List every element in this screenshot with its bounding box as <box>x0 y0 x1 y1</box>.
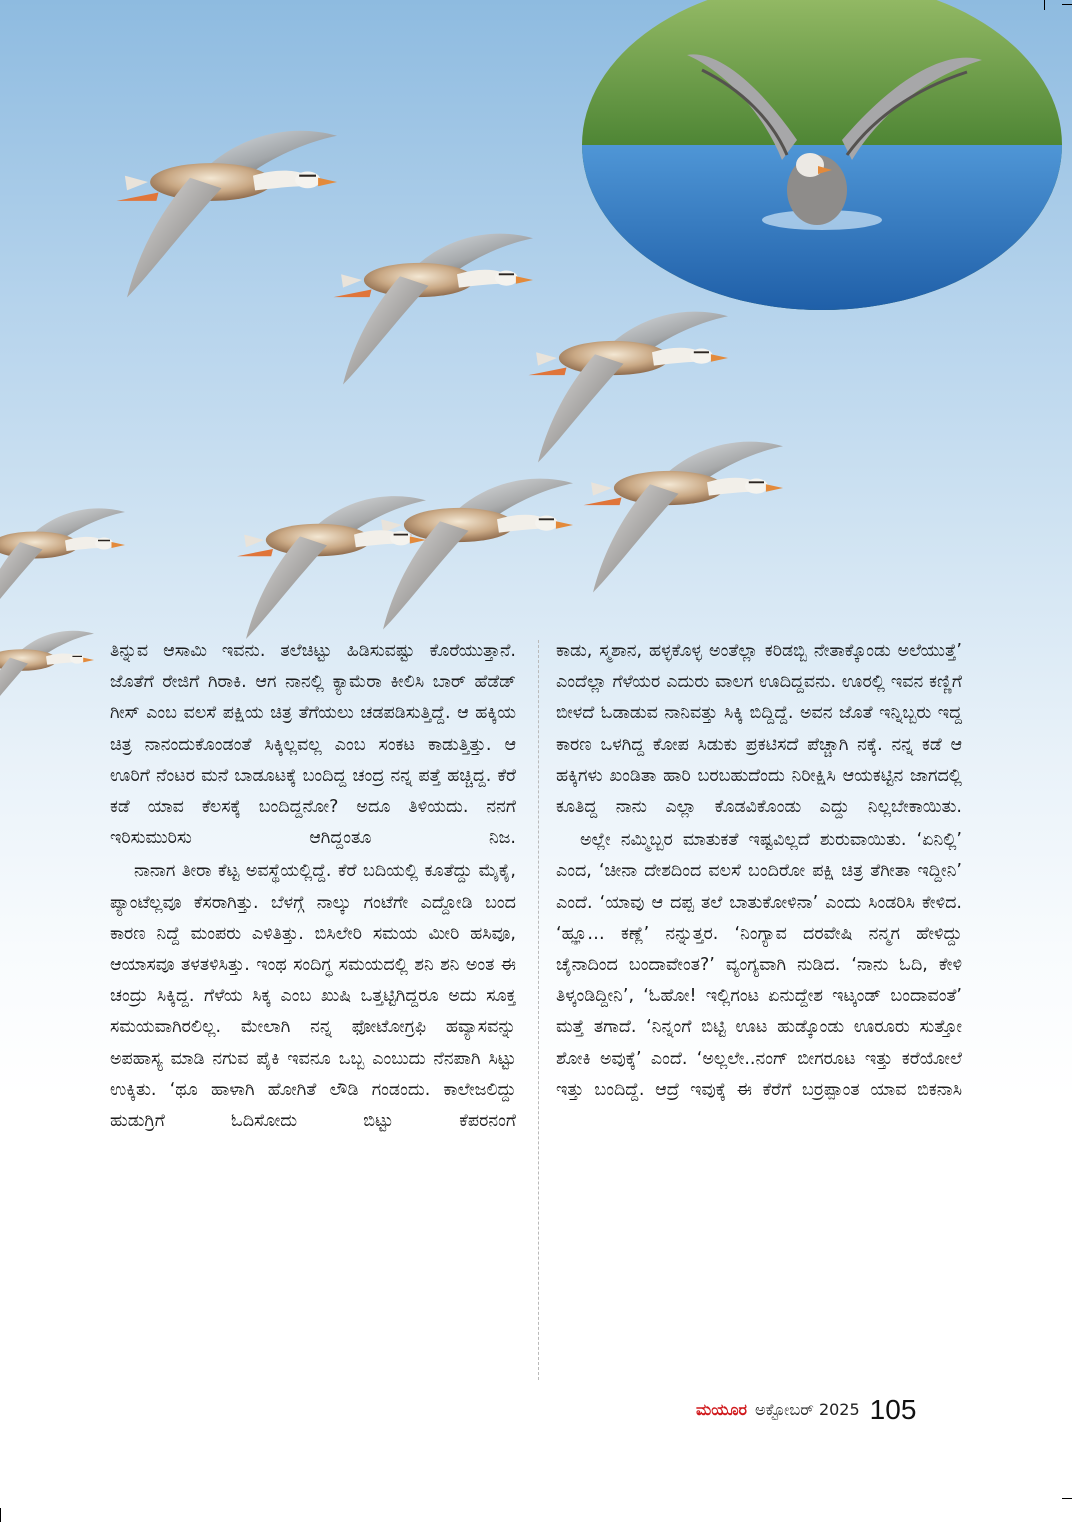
issue-date: ಅಕ್ಟೋಬರ್ 2025 <box>755 1400 860 1419</box>
paragraph: ತಿನ್ನುವ ಆಸಾಮಿ ಇವನು. ತಲೆಚಿಟ್ಟು ಹಿಡಿಸುವಷ್ಟು ಕೊರೆಯುತ್ತಾನೆ. ಜೊತೆಗೆ ರೇಜಿಗೆ ಗಿರಾಕಿ. ಆಗ ನಾನಲ್ಲಿ ಕ್ಯಾಮೆರಾ ಕೀಲಿಸಿ ಬಾರ್ ಹೆಡೆಡ್ ಗೀಸ್ ಎಂಬ ವಲಸೆ ಪಕ್ಷಿಯ ಚಿತ್ರ ತೆಗೆಯಲು ಚಡಪಡಿಸುತ್ತಿದ್ದೆ. ಆ ಹಕ್ಕಿಯ ಚಿತ್ರ ನಾನಂದುಕೊಂಡಂತೆ ಸಿಕ್ಕಿಲ್ಲವಲ್ಲ ಎಂಬ ಸಂಕಟ ಕಾಡುತ್ತಿತ್ತು. ಆ ಊರಿಗೆ ನೆಂಟರ ಮನೆ ಬಾಡೂಟಕ್ಕೆ ಬಂದಿದ್ದ ಚಂದ್ರ ನನ್ನ ಪತ್ತೆ ಹಚ್ಚಿದ್ದ. ಕೆರೆ ಕಡೆ ಯಾವ ಕೆಲಸಕ್ಕೆ ಬಂದಿದ್ದನೋ? ಅದೂ ತಿಳಿಯದು. ನನಗೆ ಇರಿಸುಮುರಿಸು ಆಗಿದ್ದಂತೂ ನಿಜ. <box>110 641 516 849</box>
crop-mark <box>0 1508 1 1522</box>
page-number: 105 <box>869 1394 917 1425</box>
magazine-name: ಮಯೂರ <box>696 1400 748 1419</box>
page-footer <box>696 1390 916 1430</box>
article-column-left <box>110 636 516 1137</box>
column-divider <box>538 640 539 1380</box>
paragraph: ನಾನಾಗ ತೀರಾ ಕೆಟ್ಟ ಅವಸ್ಥೆಯಲ್ಲಿದ್ದೆ. ಕೆರೆ ಬದಿಯಲ್ಲಿ ಕೂತೆದ್ದು ಮೈಕೈ, ಪ್ಯಾಂಟೆಲ್ಲವೂ ಕೆಸರಾಗಿತ್ತು. ಬೆಳಗ್ಗೆ ನಾಲ್ಕು ಗಂಟೆಗೇ ಎದ್ದೋಡಿ ಬಂದ ಕಾರಣ ನಿದ್ದೆ ಮಂಪರು ಎಳಿತಿತ್ತು. ಬಿಸಿಲೇರಿ ಸಮಯ ಮೀರಿ ಹಸಿವೂ, ಆಯಾಸವೂ ತಳತಳಿಸಿತ್ತು. ಇಂಥ ಸಂದಿಗ್ಧ ಸಮಯದಲ್ಲಿ ಶನಿ ಶನಿ ಅಂತ ಈ ಚಂದ್ರು ಸಿಕ್ಕಿದ್ದ. ಗೆಳೆಯ ಸಿಕ್ಕ ಎಂಬ ಖುಷಿ ಒತ್ತಟ್ಟಿಗಿದ್ದರೂ ಅದು ಸೂಕ್ತ ಸಮಯವಾಗಿರಲಿಲ್ಲ. ಮೇಲಾಗಿ ನನ್ನ ಫೋಟೋಗ್ರಫಿ ಹವ್ಯಾಸವನ್ನು ಅಪಹಾಸ್ಯ ಮಾಡಿ ನಗುವ ಪೈಕಿ ಇವನೂ ಒಬ್ಬ ಎಂಬುದು ನೆನಪಾಗಿ ಸಿಟ್ಟು ಉಕ್ಕಿತು. ‘ಥೂ ಹಾಳಾಗಿ ಹೋಗಿತೆ ಲೌಡಿ ಗಂಡಂದು. ಕಾಲೇಜಲಿದ್ದು ಹುಡುಗ್ರಿಗೆ ಓದಿಸೋದು ಬಿಟ್ಟು ಕೆಪರನಂಗೆ <box>110 861 516 1132</box>
inset-photo <box>582 0 1062 310</box>
crop-mark <box>1062 1498 1072 1499</box>
paragraph: ಕಾಡು, ಸ್ಮಶಾನ, ಹಳ್ಳಕೊಳ್ಳ ಅಂತೆಲ್ಲಾ ಕರಿಡಬ್ಬಿ ನೇತಾಕ್ಕೊಂಡು ಅಲೆಯುತ್ತೆ’ ಎಂದೆಲ್ಲಾ ಗೆಳೆಯರ ಎದುರು ವಾಲಗ ಊದಿದ್ದವನು. ಊರಲ್ಲಿ ಇವನ ಕಣ್ಣಿಗೆ ಬೀಳದೆ ಓಡಾಡುವ ನಾನಿವತ್ತು ಸಿಕ್ಕಿ ಬಿದ್ದಿದ್ದೆ. ಅವನ ಜೊತೆ ಇನ್ನಿಬ್ಬರು ಇದ್ದ ಕಾರಣ ಒಳಗಿದ್ದ ಕೋಪ ಸಿಡುಕು ಪ್ರಕಟಿಸದೆ ಪೆಚ್ಚಾಗಿ ನಕ್ಕೆ. ನನ್ನ ಕಡೆ ಆ ಹಕ್ಕಿಗಳು ಖಂಡಿತಾ ಹಾರಿ ಬರಬಹುದೆಂದು ನಿರೀಕ್ಷಿಸಿ ಆಯಕಟ್ಟಿನ ಜಾಗದಲ್ಲಿ ಕೂತಿದ್ದ ನಾನು ಎಲ್ಲಾ ಕೊಡವಿಕೊಂಡು ಎದ್ದು ನಿಲ್ಲಬೇಕಾಯಿತು. <box>556 641 962 818</box>
article-column-right <box>556 636 962 1106</box>
paragraph: ಅಲ್ಲೇ ನಮ್ಮಿಬ್ಬರ ಮಾತುಕತೆ ಇಷ್ಟವಿಲ್ಲದೆ ಶುರುವಾಯಿತು. ‘ಏನಿಲ್ಲಿ’ ಎಂದ, ‘ಚೀನಾ ದೇಶದಿಂದ ವಲಸೆ ಬಂದಿರೋ ಪಕ್ಷಿ ಚಿತ್ರ ತೆಗೀತಾ ಇದ್ದೀನಿ’ ಎಂದೆ. ‘ಯಾವು ಆ ದಪ್ಪ ತಲೆ ಬಾತುಕೋಳಿನಾ’ ಎಂದು ಸಿಂಡರಿಸಿ ಕೇಳಿದ. ‘ಹ್ಞೂ… ಕಣ್ಲೆ’ ನನ್ನುತ್ತರ. ‘ನಿಂಗ್ಯಾವ ದರವೇಷಿ ನನ್ಮಗ ಹೇಳಿದ್ದು ಚೈನಾದಿಂದ ಬಂದಾವೇಂತ?’ ವ್ಯಂಗ್ಯವಾಗಿ ನುಡಿದ. ‘ನಾನು ಓದಿ, ಕೇಳಿ ತಿಳ್ಕಂಡಿದ್ದೀನಿ’, ‘ಓಹೋ! ಇಲ್ಲಿಗಂಟ ಏನುದ್ದೇಶ ಇಟ್ಕಂಡ್ ಬಂದಾವಂತೆ’ ಮತ್ತೆ ತಗಾದೆ. ‘ನಿನ್ನಂಗೆ ಬಿಟ್ಟಿ ಊಟ ಹುಡ್ಕೊಂಡು ಊರೂರು ಸುತ್ತೋ ಶೋಕಿ ಅವುಕ್ಕೆ’ ಎಂದೆ. ‘ಅಲ್ಲಲೇ..ನಂಗ್ ಬೀಗರೂಟ ಇತ್ತು ಕರೆಯೋಲೆ ಇತ್ತು ಬಂದಿದ್ದೆ. ಆದ್ರೆ ಇವುಕ್ಕೆ ಈ ಕೆರೆಗೆ ಬರ್ರಪ್ಪಾಂತ ಯಾವ ಬಿಕನಾಸಿ <box>556 830 962 1100</box>
